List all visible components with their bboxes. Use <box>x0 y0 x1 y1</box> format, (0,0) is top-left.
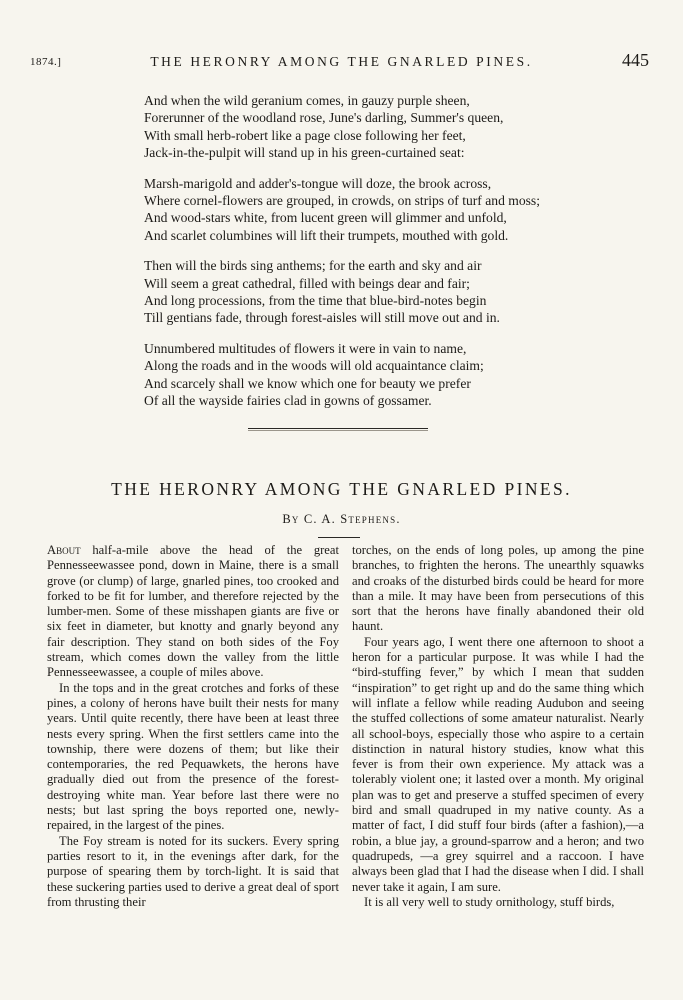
paragraph <box>47 543 339 681</box>
paragraph: Four years ago, I went there one afternoon to shoot a heron for a particular purpose. It was while I had the “bird-stuffing fever,” by which I mean that sudden “inspiration” to get right up and do the same thing which will inflate a fellow while reading Audubon and seeing the stuffed collections of some amateur naturalist. Nearly all school-boys, especially those who aspire to a certain distinction in natural history studies, know what this fever is from their own experience. My attack was a tolerably violent one; it lasted over a month. My original plan was to get and preserve a stuffed specimen of every bird and small quadruped in my native county. As a matter of fact, I did stuff four birds (after a fashion),—a robin, a blue jay, a ground-sparrow and a heron; and two quadrupeds, —a grey squirrel and a raccoon. I have always been glad that I had the disease when I did. I shall never take it again, I am sure. <box>352 634 644 894</box>
paragraph: It is all very well to study ornithology, stuff birds, <box>364 894 615 909</box>
poem-line: And scarcely shall we know which one for beauty we prefer <box>144 375 471 391</box>
poem-line: Marsh-marigold and adder's-tongue will doze, the brook across, <box>144 175 492 191</box>
running-header <box>30 52 653 78</box>
paragraph-lead: About <box>47 543 81 557</box>
volume-year: 1874.] <box>30 56 62 68</box>
article-title: THE HERONRY AMONG THE GNARLED PINES. <box>111 479 572 499</box>
poem-line: And long processions, from the time that blue-bird-notes begin <box>144 293 487 309</box>
byline-rule <box>318 537 360 538</box>
poem <box>144 92 564 423</box>
poem-line: Of all the wayside fairies clad in gowns of gossamer. <box>144 393 432 409</box>
poem-stanza <box>144 340 564 410</box>
article-byline: By C. A. Stephens. <box>282 512 401 526</box>
poem-stanza <box>144 92 564 162</box>
paragraph: torches, on the ends of long poles, up among the pine branches, to frighten the herons. The unearthly squawks and croaks of the disturbed birds could be heard for more than a mile. It may have been from persecutions of this sort that the herons have finally abandoned their old haunt. <box>352 543 644 634</box>
paragraph: The Foy stream is noted for its suckers. Every spring parties resort to it, in the evenings after dark, for the purpose of spearing them by torch-light. It is said that these suckering parties used to derive a great deal of sport from thrusting their <box>47 833 339 909</box>
poem-line: Then will the birds sing anthems; for the earth and sky and air <box>144 258 482 274</box>
poem-stanza <box>144 175 564 245</box>
poem-line: Till gentians fade, through forest-aisles will still move out and in. <box>144 310 500 326</box>
page-number: 445 <box>622 50 649 70</box>
poem-line: Where cornel-flowers are grouped, in crowds, on strips of turf and moss; <box>144 193 540 209</box>
running-title: THE HERONRY AMONG THE GNARLED PINES. <box>150 54 533 69</box>
section-divider <box>248 428 428 431</box>
poem-line: And scarlet columbines will lift their trumpets, mouthed with gold. <box>144 227 509 243</box>
poem-line: And when the wild geranium comes, in gauzy purple sheen, <box>144 93 470 108</box>
article-column-right <box>352 543 644 910</box>
poem-line: Will seem a great cathedral, filled with beings dear and fair; <box>144 275 470 291</box>
paragraph: In the tops and in the great crotches and forks of these pines, a colony of herons have built their nests for many years. Until quite recently, there have been at least three nests every spring. When the first settlers came into the township, there were dozens of them; but like their contemporaries, the red Pequawkets, the herons have gradually died out from the presence of the forest-destroying white man. Year before last there were no nests; but last spring the boys reported one, newly-repaired, in the largest of the pines. <box>47 680 339 833</box>
poem-line: Forerunner of the woodland rose, June's darling, Summer's queen, <box>144 110 504 126</box>
poem-line: Unnumbered multitudes of flowers it were in vain to name, <box>144 340 467 356</box>
poem-line: Jack-in-the-pulpit will stand up in his green-curtained seat: <box>144 145 465 161</box>
paragraph-text: half-a-mile above the head of the great Pennesseewassee pond, down in Maine, there is a small grove (or clump) of large, gnarled pines, too crooked and forked to be fit for lumber, and therefore rejected by the lumber-men. Some of these misshapen giants are five or six feet in diameter, but knotty and gnarly beyond any fair description. They stand on both sides of the Foy stream, which comes down the valley from the little Pennesseewassee, a couple of miles above. <box>47 543 339 680</box>
poem-line: With small herb-robert like a page close following her feet, <box>144 127 466 143</box>
article-column-left <box>47 543 339 910</box>
poem-line: Along the roads and in the woods will old acquaintance claim; <box>144 358 484 374</box>
poem-stanza <box>144 257 564 327</box>
poem-line: And wood-stars white, from lucent green will glimmer and unfold, <box>144 210 507 226</box>
